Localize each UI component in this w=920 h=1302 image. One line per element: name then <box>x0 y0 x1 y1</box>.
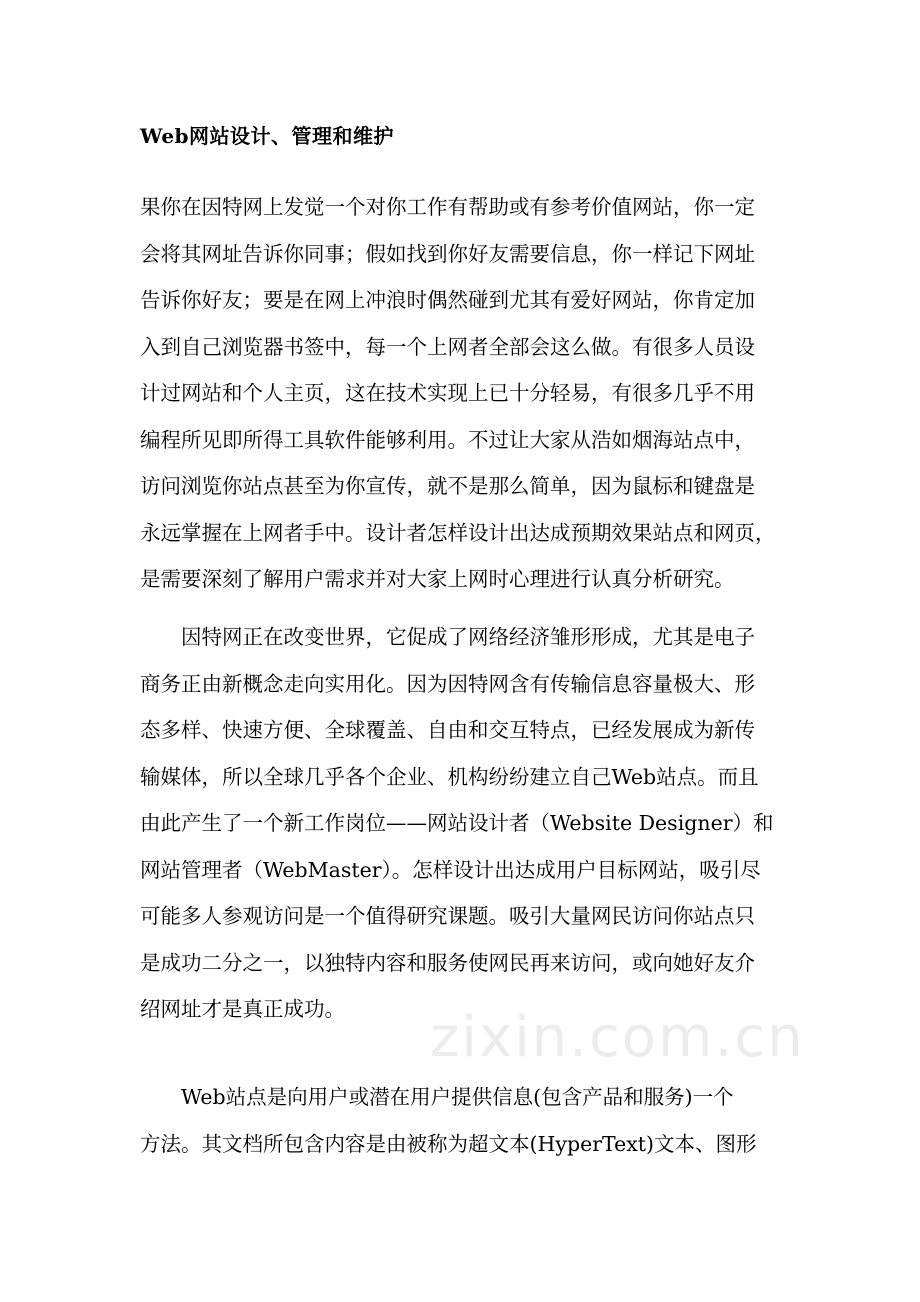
paragraph-2 <box>140 614 786 1033</box>
text-line: 是需要深刻了解用户需求并对大家上网时心理进行认真分析研究。 <box>140 567 735 591</box>
paragraph-1 <box>140 184 786 603</box>
text-line: 编程所见即所得工具软件能够利用。不过让大家从浩如烟海站点中， <box>140 427 755 452</box>
text-line: 果你在因特网上发觉一个对你工作有帮助或有参考价值网站，你一定 <box>140 195 755 219</box>
watermark: zixin.com.cn <box>430 1005 805 1070</box>
text-line: 绍网址才是真正成功。 <box>140 997 345 1021</box>
text-line: 方法。其文档所包含内容是由被称为超文本(HyperText)文本、图形 <box>140 1131 757 1156</box>
text-line: 商务正由新概念走向实用化。因为因特网含有传输信息容量极大、形 <box>140 671 755 696</box>
document-title: Web网站设计、管理和维护 <box>140 124 395 148</box>
text-line: Web站点是向用户或潜在用户提供信息(包含产品和服务)一个 <box>140 1085 734 1109</box>
text-line: 计过网站和个人主页，这在技术实现上已十分轻易，有很多几乎不用 <box>140 381 755 405</box>
text-line: 可能多人参观访问是一个值得研究课题。吸引大量网民访问你站点只 <box>140 904 755 928</box>
text-line: 是成功二分之一，以独特内容和服务使网民再来访问，或向她好友介 <box>140 950 755 975</box>
text-line: 态多样、快速方便、全球覆盖、自由和交互特点，已经发展成为新传 <box>140 718 755 742</box>
text-line: 告诉你好友；要是在网上冲浪时偶然碰到尤其有爱好网站，你肯定加 <box>140 288 755 312</box>
text-line: 网站管理者（WebMaster）。怎样设计出达成用户目标网站，吸引尽 <box>140 857 761 882</box>
text-line: 由此产生了一个新工作岗位——网站设计者（Website Designer）和 <box>140 811 774 835</box>
text-line: 输媒体，所以全球几乎各个企业、机构纷纷建立自己Web站点。而且 <box>140 764 759 789</box>
text-line: 访问浏览你站点甚至为你宣传，就不是那么简单，因为鼠标和键盘是 <box>140 474 755 498</box>
text-line: 入到自己浏览器书签中，每一个上网者全部会这么做。有很多人员设 <box>140 334 755 359</box>
text-line: 因特网正在改变世界，它促成了网络经济雏形形成，尤其是电子 <box>140 625 755 649</box>
text-line: 会将其网址告诉你同事；假如找到你好友需要信息，你一样记下网址 <box>140 241 755 266</box>
text-line: 永远掌握在上网者手中。设计者怎样设计出达成预期效果站点和网页， <box>140 520 776 545</box>
paragraph-3 <box>140 1074 786 1167</box>
